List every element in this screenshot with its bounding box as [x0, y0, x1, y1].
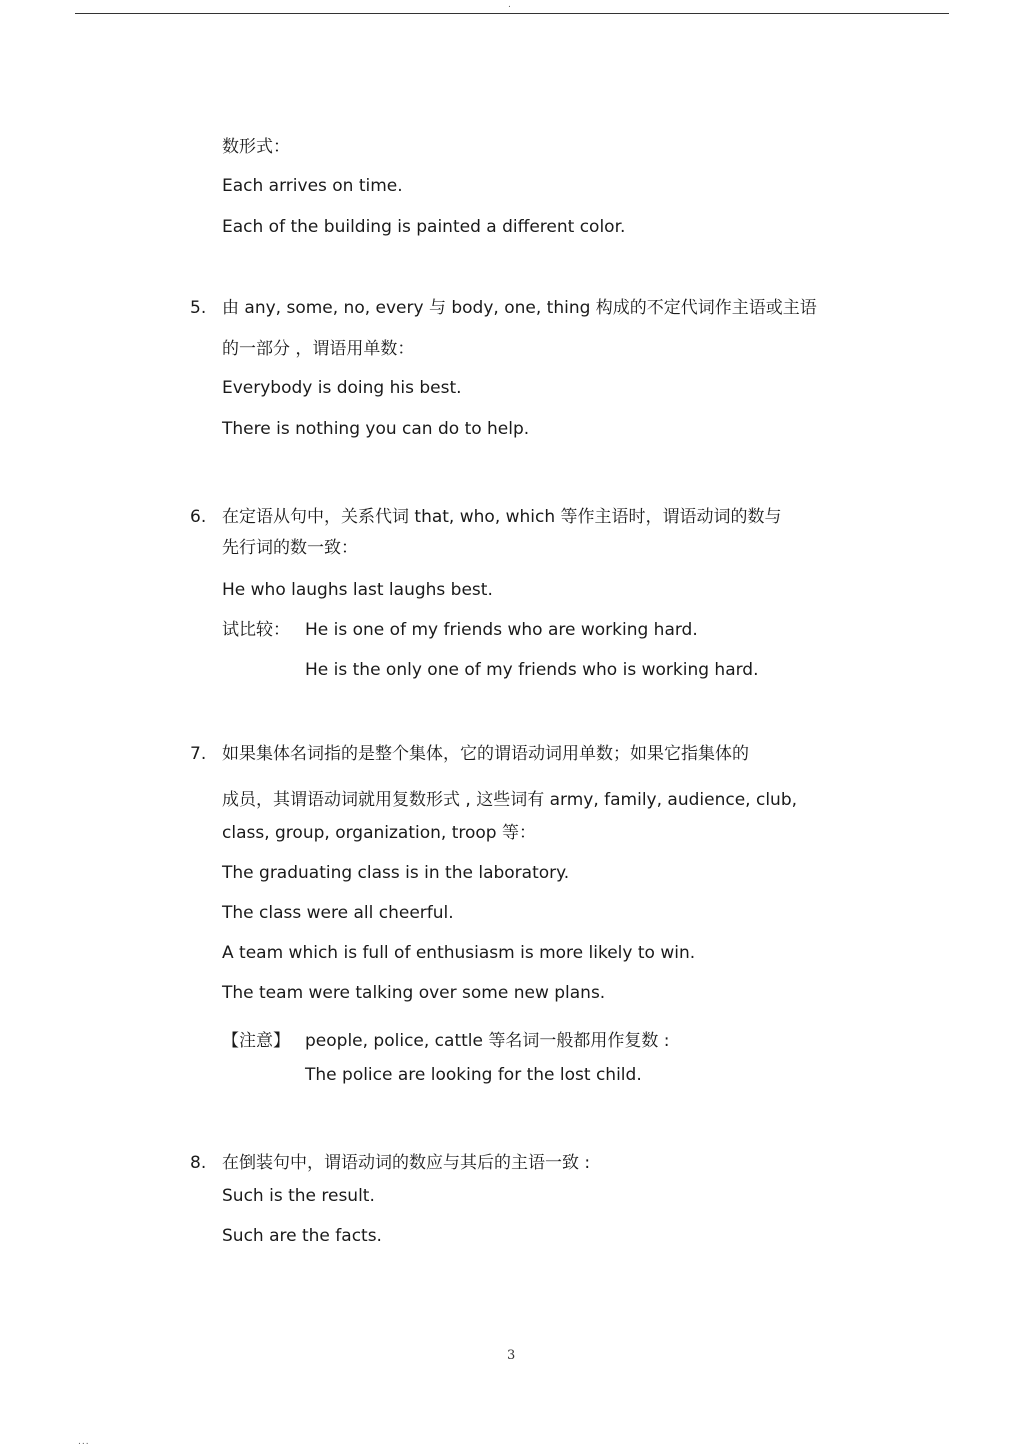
rule-text: 由 any, some, no, every 与 body, one, thing 构成的不定代词作主语或主语	[222, 298, 817, 318]
example-sentence: He is the only one of my friends who is working hard.	[305, 660, 759, 680]
item-number: 5.	[190, 298, 207, 318]
example-sentence: Each of the building is painted a different color.	[222, 217, 626, 237]
rule-text: 的一部分 ，谓语用单数：	[222, 339, 415, 359]
example-sentence: The police are looking for the lost child.	[305, 1065, 642, 1085]
note-text: people, police, cattle 等名词一般都用作复数 :	[305, 1031, 670, 1051]
rule-text: 在定语从句中，关系代词 that, who, which 等作主语时，谓语动词的数与	[222, 507, 782, 527]
rule-text: class, group, organization, troop 等：	[222, 823, 536, 843]
example-sentence: The class were all cheerful.	[222, 903, 454, 923]
item-number: 7.	[190, 744, 207, 764]
page-number: 3	[507, 1348, 516, 1363]
header-mark: .	[508, 0, 511, 10]
rule-text: 成员，其谓语动词就用复数形式 , 这些词有 army, family, audience, club,	[222, 790, 798, 810]
example-sentence: Such is the result.	[222, 1186, 375, 1206]
example-sentence: Each arrives on time.	[222, 176, 403, 196]
example-sentence: He who laughs last laughs best.	[222, 580, 493, 600]
compare-label: 试比较：	[222, 620, 290, 640]
example-sentence: Such are the facts.	[222, 1226, 382, 1246]
note-label: 【注意】	[222, 1031, 290, 1051]
rule-text: 如果集体名词指的是整个集体，它的谓语动词用单数；如果它指集体的	[222, 744, 749, 764]
example-sentence: There is nothing you can do to help.	[222, 419, 530, 439]
text-line: 数形式：	[222, 137, 290, 157]
example-sentence: A team which is full of enthusiasm is more likely to win.	[222, 943, 696, 963]
example-sentence: Everybody is doing his best.	[222, 378, 462, 398]
item-number: 8.	[190, 1153, 207, 1173]
example-sentence: The graduating class is in the laboratory.	[222, 863, 570, 883]
footer-mark: ...	[78, 1437, 90, 1447]
item-number: 6.	[190, 507, 207, 527]
rule-text: 先行词的数一致：	[222, 538, 358, 558]
header-rule	[75, 13, 949, 14]
example-sentence: He is one of my friends who are working hard.	[305, 620, 698, 640]
rule-text: 在倒装句中，谓语动词的数应与其后的主语一致 :	[222, 1153, 591, 1173]
example-sentence: The team were talking over some new plans.	[222, 983, 606, 1003]
